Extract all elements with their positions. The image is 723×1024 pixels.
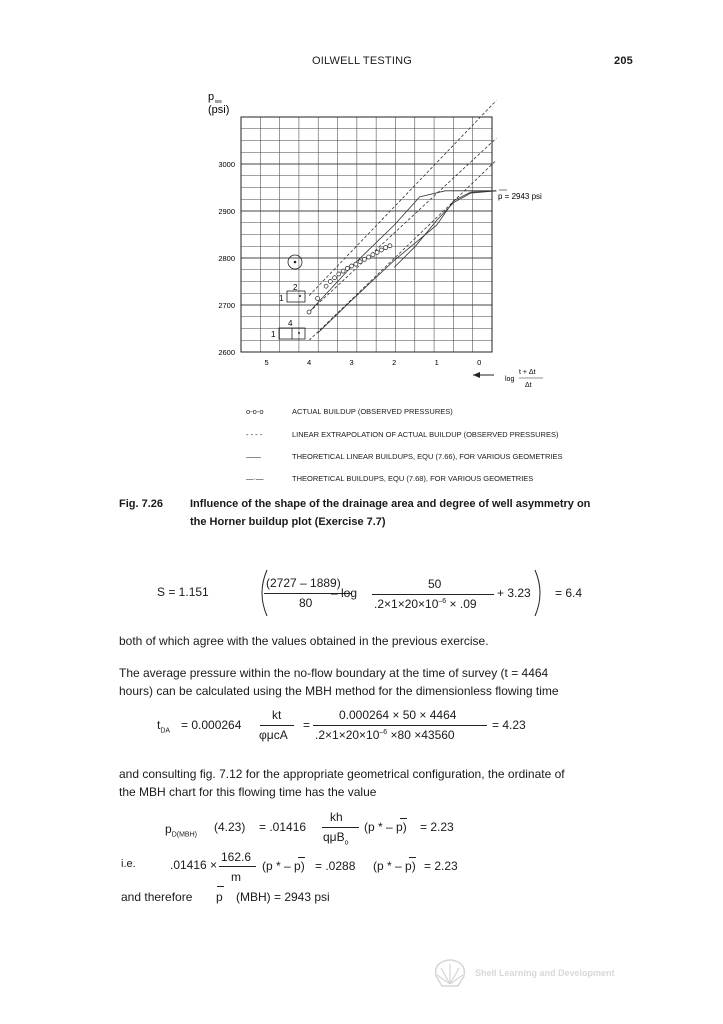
observed-point bbox=[350, 264, 354, 268]
observed-point bbox=[337, 272, 341, 276]
x-tick-label: 2 bbox=[392, 358, 397, 367]
y-axis-unit: (psi) bbox=[208, 104, 230, 116]
eq3-frac-num: kh bbox=[330, 810, 343, 824]
observed-point bbox=[341, 269, 345, 273]
eq4-coef: .01416 × bbox=[170, 858, 218, 872]
observed-point bbox=[384, 246, 388, 250]
eq4-frac-num: 162.6 bbox=[221, 850, 252, 864]
eq2-frac2-bar bbox=[313, 725, 487, 726]
y-axis-label-sub: ws bbox=[215, 99, 222, 105]
paragraph-agreement: both of which agree with the values obtained in the previous exercise. bbox=[119, 634, 489, 648]
eq3-p-sub: D(MBH) bbox=[171, 831, 197, 839]
theoretical-buildup-curve bbox=[309, 191, 496, 312]
geom-label-2: 2 bbox=[293, 283, 298, 292]
observed-point bbox=[316, 296, 320, 300]
figure-caption-label: Fig. 7.26 bbox=[119, 498, 164, 510]
para3-line-2: the MBH chart for this flowing time has the value bbox=[119, 785, 377, 799]
geom-label-1a: 1 bbox=[279, 294, 284, 303]
x-tick-label: 4 bbox=[306, 358, 312, 367]
eq2-frac1-num: kt bbox=[272, 708, 282, 722]
eq5-lead: and therefore bbox=[121, 890, 193, 904]
eq3-frac-den-sub: o bbox=[344, 839, 349, 847]
legend-symbol: o-o-o bbox=[246, 407, 264, 416]
legend-symbol: - - - - bbox=[246, 430, 263, 439]
geom-label-1b: 1 bbox=[271, 330, 276, 339]
eq3-pbar bbox=[400, 818, 407, 819]
observed-point bbox=[358, 260, 362, 264]
eq2-lhs-sub: DA bbox=[160, 727, 171, 735]
para3-line-1: and consulting fig. 7.12 for the appropriate geometrical configuration, the ordinate of bbox=[119, 767, 565, 781]
eq3-arg: (4.23) bbox=[214, 820, 246, 834]
eq3-frac-den-base: qμB bbox=[323, 830, 345, 844]
eq1-frac1-num: (2727 – 1889) bbox=[266, 576, 341, 590]
horner-buildup-chart bbox=[0, 0, 723, 400]
x-axis-label-num: t + Δt bbox=[519, 369, 536, 376]
footer-brand-text: Shell Learning and Development bbox=[475, 968, 615, 978]
x-tick-label: 5 bbox=[264, 358, 269, 367]
eq4-pbar2 bbox=[409, 857, 416, 858]
eq4-result: = 2.23 bbox=[424, 859, 458, 873]
y-tick-label: 2700 bbox=[218, 301, 235, 310]
theoretical-buildup-curve bbox=[318, 191, 497, 333]
circle-well-icon bbox=[294, 261, 296, 263]
paragraph-mbh-chart bbox=[119, 765, 639, 801]
eq4-frac-bar bbox=[219, 866, 256, 867]
eq4-paren1: (p * – p) bbox=[262, 859, 305, 873]
eq3-p-base: p bbox=[165, 822, 172, 836]
eq3-paren: (p * – p) bbox=[364, 820, 407, 834]
x-tick-label: 0 bbox=[477, 358, 482, 367]
legend-text: ACTUAL BUILDUP (OBSERVED PRESSURES) bbox=[292, 407, 453, 416]
eq1-lhs: S = 1.151 bbox=[157, 585, 209, 599]
geom-label-4: 4 bbox=[288, 319, 293, 328]
theoretical-buildup-curve bbox=[394, 191, 496, 268]
page-number: 205 bbox=[614, 55, 633, 67]
pbar-annotation: p = 2943 psi bbox=[498, 192, 542, 201]
rect-geometry-2x1-icon bbox=[287, 291, 305, 302]
para2-line-2: hours) can be calculated using the MBH method for the dimensionless flowing time bbox=[119, 684, 559, 698]
eq2-lhs-t: t bbox=[157, 718, 161, 732]
y-tick-label: 2900 bbox=[218, 207, 235, 216]
x-tick-label: 1 bbox=[434, 358, 439, 367]
eq5-rest: (MBH) = 2943 psi bbox=[236, 890, 330, 904]
observed-point bbox=[379, 248, 383, 252]
legend-symbol: —·— bbox=[246, 474, 264, 483]
eq1-frac2-bar bbox=[372, 594, 494, 595]
eq4-paren2: (p * – p) bbox=[373, 859, 416, 873]
eq1-plus: + 3.23 bbox=[497, 586, 531, 600]
extrapolation-line bbox=[309, 101, 496, 296]
observed-point bbox=[307, 310, 311, 314]
x-tick-labels bbox=[264, 358, 481, 367]
y-tick-label: 2800 bbox=[218, 254, 235, 263]
eq2-coef: = 0.000264 bbox=[181, 718, 242, 732]
legend-symbol: —— bbox=[246, 452, 261, 461]
eq2-frac2-den bbox=[315, 728, 455, 742]
eq3-frac-bar bbox=[322, 827, 359, 828]
eq2-eq: = bbox=[303, 718, 311, 732]
rect-well-2x1-icon bbox=[299, 295, 301, 297]
eq3-frac-den bbox=[323, 830, 349, 846]
chart-points bbox=[307, 244, 392, 314]
x-axis-arrow-head bbox=[473, 372, 480, 378]
eq1-result: = 6.4 bbox=[555, 586, 583, 600]
eq2-frac2-den-base: .2×1×20×10 bbox=[315, 728, 380, 742]
observed-point bbox=[345, 266, 349, 270]
x-tick-label: 3 bbox=[349, 358, 354, 367]
eq2-result: = 4.23 bbox=[492, 718, 526, 732]
figure-caption-text bbox=[190, 495, 590, 531]
observed-point bbox=[333, 276, 337, 280]
eq3-p bbox=[165, 822, 197, 838]
eq1-frac2-den-tail: × .09 bbox=[446, 597, 477, 611]
x-axis-label-log: log bbox=[505, 376, 515, 383]
observed-point bbox=[362, 257, 366, 261]
legend-text: THEORETICAL LINEAR BUILDUPS, EQU (7.66), FOR VARIOUS GEOMETRIES bbox=[292, 452, 563, 461]
running-header-title: OILWELL TESTING bbox=[312, 55, 412, 67]
eq3-result: = 2.23 bbox=[420, 820, 454, 834]
eq1-frac2-den-exp: –6 bbox=[438, 598, 447, 605]
eq4-pbar1 bbox=[298, 857, 305, 858]
chart-curves bbox=[309, 101, 496, 341]
observed-point bbox=[324, 284, 328, 288]
eq2-frac1-bar bbox=[260, 725, 294, 726]
eq2-frac2-num: 0.000264 × 50 × 4464 bbox=[339, 708, 457, 722]
eq4-frac-den: m bbox=[231, 870, 241, 884]
x-axis-label-den: Δt bbox=[525, 382, 532, 389]
big-paren-right bbox=[533, 568, 547, 618]
legend-text: THEORETICAL BUILDUPS, EQU (7.68), FOR VARIOUS GEOMETRIES bbox=[292, 474, 534, 483]
eq2-lhs bbox=[157, 718, 170, 734]
eq1-frac1-den: 80 bbox=[299, 596, 313, 610]
eq2-frac1-den: φμcA bbox=[259, 728, 288, 742]
observed-point bbox=[354, 262, 358, 266]
observed-point bbox=[371, 253, 375, 257]
chart-grid bbox=[241, 117, 492, 352]
y-axis-label bbox=[208, 91, 229, 116]
eq5-pbar bbox=[217, 886, 224, 887]
legend-text: LINEAR EXTRAPOLATION OF ACTUAL BUILDUP (OBSERVED PRESSURES) bbox=[292, 430, 559, 439]
eq3-coef: = .01416 bbox=[259, 820, 307, 834]
observed-point bbox=[375, 250, 379, 254]
eq5-p: p bbox=[216, 890, 223, 904]
eq2-frac2-den-tail: ×80 ×43560 bbox=[387, 728, 455, 742]
observed-point bbox=[328, 280, 332, 284]
paragraph-average-pressure bbox=[119, 664, 639, 700]
eq4-mid: = .0288 bbox=[315, 859, 356, 873]
caption-line-2: the Horner buildup plot (Exercise 7.7) bbox=[190, 516, 386, 528]
eq1-frac2-den-base: .2×1×20×10 bbox=[374, 597, 439, 611]
shell-logo-icon bbox=[432, 958, 468, 988]
y-tick-label: 2600 bbox=[218, 348, 235, 357]
eq1-frac2-den bbox=[374, 597, 477, 611]
para2-line-1: The average pressure within the no-flow boundary at the time of survey (t = 4464 bbox=[119, 666, 549, 680]
eq4-ie: i.e. bbox=[121, 858, 136, 870]
rect-well-4x1-icon bbox=[298, 332, 300, 334]
observed-point bbox=[388, 244, 392, 248]
y-axis-label-main: p bbox=[208, 91, 215, 103]
caption-line-1: Influence of the shape of the drainage area and degree of well asymmetry on bbox=[190, 498, 591, 510]
y-tick-label: 3000 bbox=[218, 160, 235, 169]
observed-point bbox=[367, 255, 371, 259]
y-tick-labels bbox=[218, 160, 235, 357]
eq1-frac2-num: 50 bbox=[428, 577, 442, 591]
eq1-minus-log: – log bbox=[331, 586, 358, 600]
eq2-frac2-den-exp: –6 bbox=[379, 729, 388, 736]
